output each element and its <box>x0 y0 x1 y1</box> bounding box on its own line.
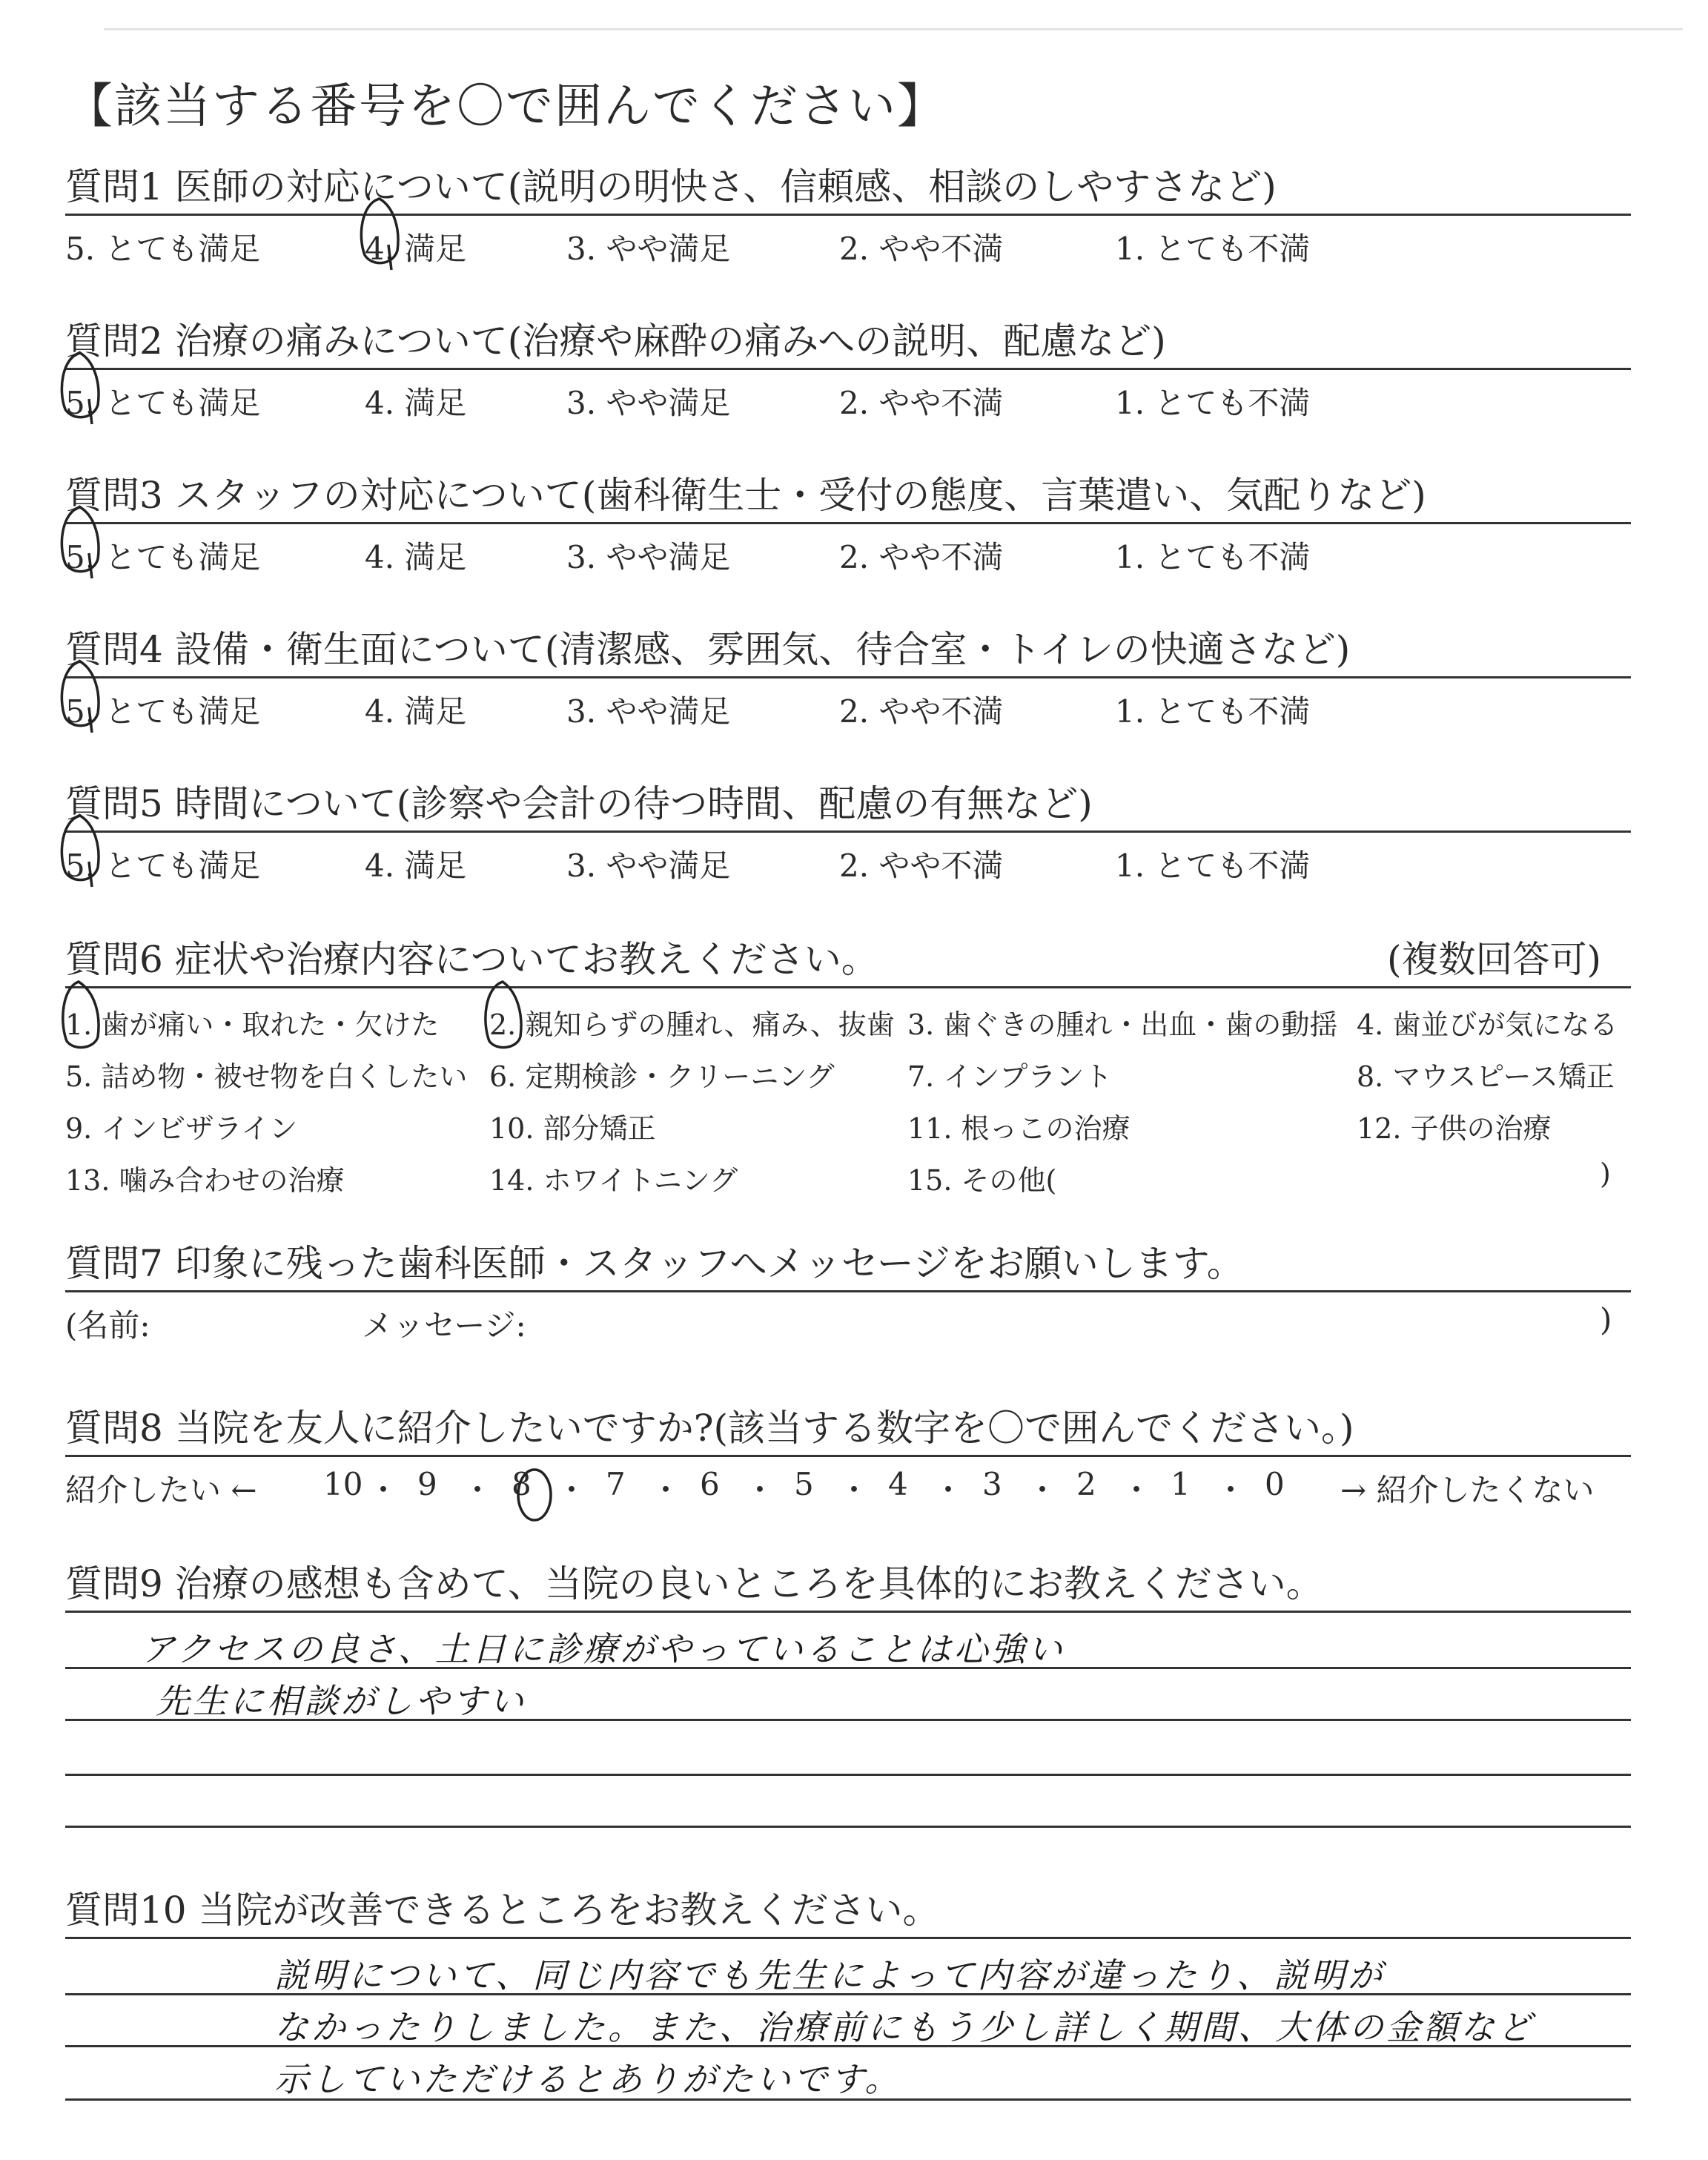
q1-option-2[interactable]: 2. やや不満 <box>839 231 1004 267</box>
form-title: 【該当する番号を〇で囲んでください】 <box>65 79 946 134</box>
q10-answer-line-2: なかったりしました。また、治療前にもう少し詳しく期間、大体の金額など <box>274 2007 1535 2047</box>
q4-option-1[interactable]: 1. とても不満 <box>1115 693 1311 730</box>
q6-option-11[interactable]: 11. 根っこの治療 <box>907 1112 1131 1145</box>
question-2 <box>65 307 1631 423</box>
q3-option-2[interactable]: 2. やや不満 <box>839 539 1004 575</box>
q8-scale-separator: ・ <box>368 1472 400 1508</box>
q8-scale-separator: ・ <box>1215 1472 1247 1508</box>
q6-option-9[interactable]: 9. インビザライン <box>65 1112 298 1145</box>
q1-circle-mark <box>354 193 406 274</box>
q2-option-2[interactable]: 2. やや不満 <box>839 385 1004 421</box>
q4-option-2[interactable]: 2. やや不満 <box>839 693 1004 730</box>
q8-scale-separator: ・ <box>838 1472 870 1508</box>
q1-option-4[interactable]: 4. 満足 <box>365 231 467 267</box>
q6-option-5[interactable]: 5. 詰め物・被せ物を白くしたい <box>65 1060 468 1093</box>
q9-answer-line-1: アクセスの良さ、土日に診療がやっていることは心強い <box>141 1629 1065 1669</box>
question-4-label: 質問4 設備・衛生面について(清潔感、雰囲気、待合室・トイレの快適さなど) <box>65 628 1351 671</box>
question-1-label: 質問1 医師の対応について(説明の明快さ、信頼感、相談のしやすさなど) <box>65 165 1277 208</box>
q2-option-1[interactable]: 1. とても不満 <box>1115 385 1311 421</box>
q4-option-4[interactable]: 4. 満足 <box>365 693 467 730</box>
q2-option-5[interactable]: 5. とても満足 <box>65 385 261 421</box>
q8-scale-3[interactable]: 3 <box>982 1466 1002 1502</box>
q6-other-close: ) <box>1600 1157 1611 1190</box>
q6-option-8[interactable]: 8. マウスピース矯正 <box>1357 1060 1615 1093</box>
question-6-label: 質問6 症状や治療内容についてお教えください。 <box>65 938 878 981</box>
q6-circle-mark-1 <box>56 977 108 1059</box>
q6-circle-mark-2 <box>477 977 529 1059</box>
q7-name-label: (名前: <box>65 1307 150 1344</box>
q8-scale-7[interactable]: 7 <box>606 1466 626 1502</box>
question-1 <box>65 153 1631 269</box>
question-4 <box>65 615 1631 732</box>
q6-option-4[interactable]: 4. 歯並びが気になる <box>1357 1008 1618 1041</box>
question-8 <box>65 1394 1631 1510</box>
q8-right-label: → 紹介したくない <box>1340 1472 1595 1508</box>
q8-scale-8[interactable]: 8 <box>512 1466 532 1502</box>
q8-scale-5[interactable]: 5 <box>794 1466 814 1502</box>
q5-option-2[interactable]: 2. やや不満 <box>839 848 1004 884</box>
question-10 <box>65 1876 1631 1939</box>
question-7 <box>65 1229 1631 1346</box>
q6-option-2[interactable]: 2. 親知らずの腫れ、痛み、抜歯 <box>489 1008 895 1041</box>
q6-option-1[interactable]: 1. 歯が痛い・取れた・欠けた <box>65 1008 440 1041</box>
q3-option-5[interactable]: 5. とても満足 <box>65 539 261 575</box>
question-9-label: 質問9 治療の感想も含めて、当院の良いところを具体的にお教えください。 <box>65 1562 1323 1605</box>
question-8-label: 質問8 当院を友人に紹介したいですか?(該当する数字を〇で囲んでください。) <box>65 1407 1354 1450</box>
q6-option-14[interactable]: 14. ホワイトニング <box>489 1164 738 1197</box>
q8-scale-separator: ・ <box>1121 1472 1153 1508</box>
q8-scale-separator: ・ <box>556 1472 588 1508</box>
q8-scale-6[interactable]: 6 <box>700 1466 720 1502</box>
question-6-note: (複数回答可) <box>1386 938 1601 981</box>
q8-scale-separator: ・ <box>1027 1472 1059 1508</box>
q5-option-1[interactable]: 1. とても不満 <box>1115 848 1311 884</box>
q9-answer-line-2: 先生に相談がしやすい <box>156 1681 526 1721</box>
q8-scale-separator: ・ <box>933 1472 964 1508</box>
q8-scale-0[interactable]: 0 <box>1265 1466 1285 1502</box>
q6-option-3[interactable]: 3. 歯ぐきの腫れ・出血・歯の動揺 <box>907 1008 1338 1041</box>
question-2-label: 質問2 治療の痛みについて(治療や麻酔の痛みへの説明、配慮など) <box>65 320 1166 363</box>
q8-scale-4[interactable]: 4 <box>888 1466 908 1502</box>
q8-scale-separator: ・ <box>744 1472 776 1508</box>
q8-circle-mark <box>509 1465 560 1525</box>
q2-option-3[interactable]: 3. やや満足 <box>566 385 731 421</box>
q9-line-5 <box>65 1826 1631 1828</box>
q5-option-5[interactable]: 5. とても満足 <box>65 848 261 884</box>
q6-option-12[interactable]: 12. 子供の治療 <box>1357 1112 1552 1145</box>
question-5 <box>65 770 1631 886</box>
q10-answer-line-3: 示していただけるとありがたいです。 <box>274 2059 902 2099</box>
q8-scale-separator: ・ <box>462 1472 494 1508</box>
q3-circle-mark <box>55 501 107 583</box>
q8-scale-separator: ・ <box>650 1472 682 1508</box>
q8-left-label: 紹介したい ← <box>65 1472 257 1508</box>
q8-scale-9[interactable]: 9 <box>417 1466 437 1502</box>
q6-option-10[interactable]: 10. 部分矯正 <box>489 1112 656 1145</box>
q9-line-4 <box>65 1774 1631 1776</box>
q6-option-7[interactable]: 7. インプラント <box>907 1060 1113 1093</box>
q4-option-3[interactable]: 3. やや満足 <box>566 693 731 730</box>
q4-circle-mark <box>55 655 107 737</box>
q3-option-4[interactable]: 4. 満足 <box>365 539 467 575</box>
q1-option-5[interactable]: 5. とても満足 <box>65 231 261 267</box>
q7-message-label: メッセージ: <box>362 1307 526 1344</box>
q3-option-3[interactable]: 3. やや満足 <box>566 539 731 575</box>
question-6 <box>65 925 1631 1203</box>
q6-option-6[interactable]: 6. 定期検診・クリーニング <box>489 1060 835 1093</box>
q5-option-3[interactable]: 3. やや満足 <box>566 848 731 884</box>
q5-option-4[interactable]: 4. 満足 <box>365 848 467 884</box>
q2-option-4[interactable]: 4. 満足 <box>365 385 467 421</box>
question-9 <box>65 1550 1631 1613</box>
q8-scale-10[interactable]: 10 <box>323 1466 363 1502</box>
q8-scale-2[interactable]: 2 <box>1076 1466 1096 1502</box>
top-border <box>104 28 1683 30</box>
question-7-label: 質問7 印象に残った歯科医師・スタッフへメッセージをお願いします。 <box>65 1242 1244 1285</box>
q10-answer-line-1: 説明について、同じ内容でも先生によって内容が違ったり、説明が <box>274 1955 1386 1995</box>
q1-option-1[interactable]: 1. とても不満 <box>1115 231 1311 267</box>
q3-option-1[interactable]: 1. とても不満 <box>1115 539 1311 575</box>
q7-close: ) <box>1600 1301 1612 1338</box>
question-3-label: 質問3 スタッフの対応について(歯科衛生士・受付の態度、言葉遣い、気配りなど) <box>65 474 1426 517</box>
question-5-label: 質問5 時間について(診察や会計の待つ時間、配慮の有無など) <box>65 782 1093 825</box>
q8-scale-1[interactable]: 1 <box>1171 1466 1191 1502</box>
q6-option-13[interactable]: 13. 噛み合わせの治療 <box>65 1164 345 1197</box>
question-10-label: 質問10 当院が改善できるところをお教えください。 <box>65 1889 940 1932</box>
q5-circle-mark <box>55 810 107 891</box>
q4-option-5[interactable]: 5. とても満足 <box>65 693 261 730</box>
question-3 <box>65 461 1631 578</box>
q2-circle-mark <box>55 347 107 429</box>
q1-option-3[interactable]: 3. やや満足 <box>566 231 731 267</box>
q6-option-15[interactable]: 15. その他( <box>907 1164 1057 1197</box>
